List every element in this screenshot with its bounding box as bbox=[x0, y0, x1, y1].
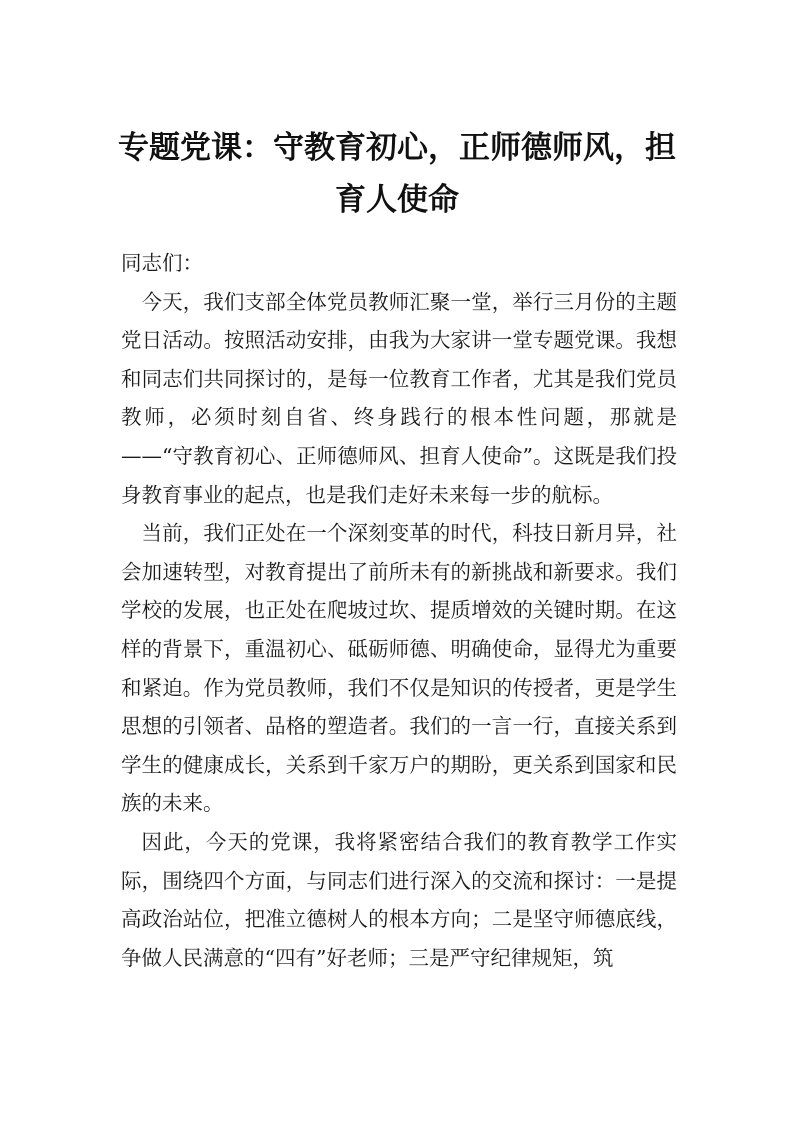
salutation: 同志们： bbox=[121, 251, 203, 275]
paragraph-outline: 因此，今天的党课，我将紧密结合我们的教育教学工作实际，围绕四个方面，与同志们进行深入的交流和探讨：一是提高政治站位，把准立德树人的根本方向；二是坚守师德底线，争做人民满意的“四有”好老师；三是严守纪律规矩，筑 bbox=[121, 829, 677, 970]
document-body bbox=[121, 244, 677, 977]
paragraph-opening: 今天，我们支部全体党员教师汇聚一堂，举行三月份的主题党日活动。按照活动安排，由我为大家讲一堂专题党课。我想和同志们共同探讨的，是每一位教育工作者，尤其是我们党员教师，必须时刻自省、终身践行的根本性问题，那就是——“守教育初心、正师德师风、担育人使命”。这既是我们投身教育事业的起点，也是我们走好未来每一步的航标。 bbox=[121, 289, 677, 507]
paragraph-context: 当前，我们正处在一个深刻变革的时代，科技日新月异，社会加速转型，对教育提出了前所未有的新挑战和新要求。我们学校的发展，也正处在爬坡过坎、提质增效的关键时期。在这样的背景下，重温初心、砥砺师德、明确使命，显得尤为重要和紧迫。作为党员教师，我们不仅是知识的传授者，更是学生思想的引领者、品格的塑造者。我们的一言一行，直接关系到学生的健康成长，关系到千家万户的期盼，更关系到国家和民族的未来。 bbox=[121, 521, 677, 816]
document-title: 专题党课：守教育初心，正师德师风，担育人使命 bbox=[118, 130, 676, 218]
